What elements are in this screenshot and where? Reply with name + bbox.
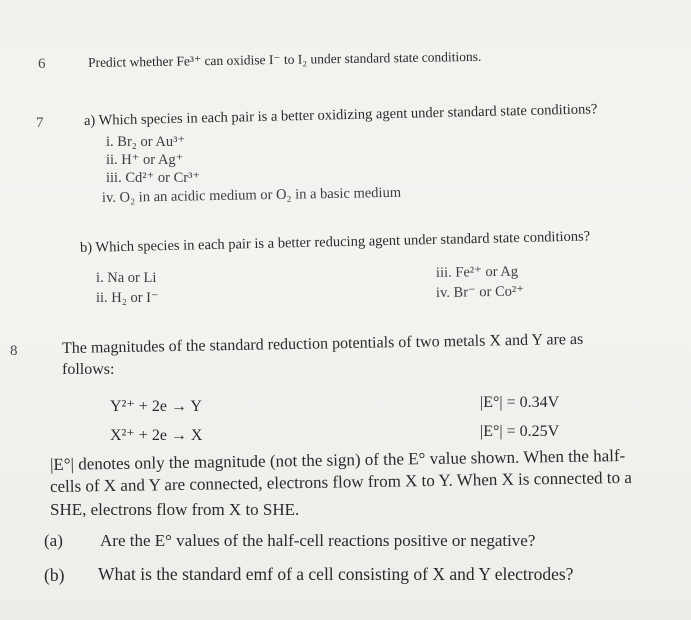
question-8-note-line2: cells of X and Y are connected, electrons flow from X to Y. When X is connected to a bbox=[49, 467, 632, 496]
q7b-item-4: iv. Br⁻ or Co²⁺ bbox=[435, 283, 525, 301]
q7b-item-1: i. Na or Li bbox=[96, 270, 157, 286]
question-6-number: 6 bbox=[38, 56, 46, 72]
reaction-x-equation: X²⁺ + 2e → X bbox=[110, 427, 203, 444]
q7b-item-2: ii. H₂ or I⁻ bbox=[96, 290, 159, 306]
question-7b-prompt: b) Which species in each pair is a better reducing agent under standard state conditions? bbox=[79, 228, 591, 256]
question-8b-text: What is the standard emf of a cell consisting of X and Y electrodes? bbox=[98, 564, 574, 584]
question-8b-label: (b) bbox=[44, 565, 65, 585]
question-8a-label: (a) bbox=[44, 531, 63, 550]
question-8a-text: Are the E° values of the half-cell reactions positive or negative? bbox=[100, 531, 536, 550]
q7a-item-3: iii. Cd²⁺ or Cr³⁺ bbox=[106, 170, 201, 186]
question-8-note-line1: |E°| denotes only the magnitude (not the sign) of the E° value shown. When the half- bbox=[49, 445, 626, 474]
question-8-intro-line1: The magnitudes of the standard reduction potentials of two metals X and Y are as bbox=[61, 330, 584, 357]
q7b-item-3: iii. Fe²⁺ or Ag bbox=[435, 263, 519, 281]
reaction-y-potential: |E°| = 0.34V bbox=[480, 394, 560, 411]
question-6-text: Predict whether Fe³⁺ can oxidise I⁻ to I₂ under standard state conditions. bbox=[87, 48, 482, 70]
reaction-x-potential: |E°| = 0.25V bbox=[480, 423, 560, 440]
q7a-item-4: iv. O₂ in an acidic medium or O₂ in a basic medium bbox=[101, 184, 402, 206]
question-8-note-line3: SHE, electrons flow from X to SHE. bbox=[50, 500, 300, 519]
reaction-y-equation: Y²⁺ + 2e → Y bbox=[110, 398, 202, 415]
question-8-number: 8 bbox=[10, 343, 18, 359]
q7a-item-2: ii. H⁺ or Ag⁺ bbox=[106, 152, 184, 168]
question-8-intro-line2: follows: bbox=[62, 361, 115, 378]
q7a-item-1: i. Br₂ or Au³⁺ bbox=[106, 134, 186, 150]
question-7a-prompt: a) Which species in each pair is a better oxidizing agent under standard state conditions? bbox=[83, 101, 598, 129]
question-7-number: 7 bbox=[36, 115, 44, 131]
